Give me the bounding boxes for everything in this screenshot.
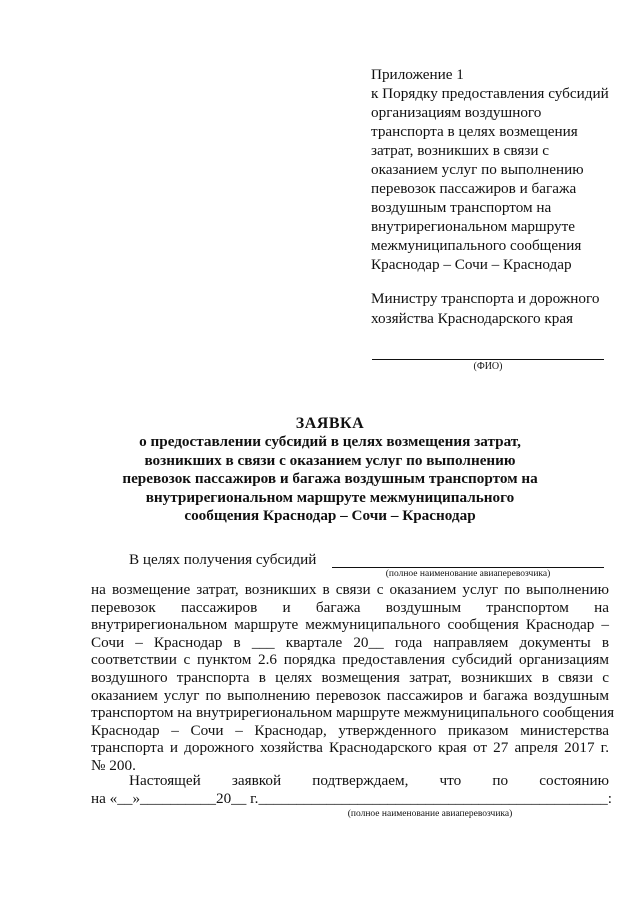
body-line: № 200. — [91, 756, 136, 774]
appendix-header — [371, 65, 633, 274]
confirm-word: заявкой — [231, 772, 282, 789]
title-line: о предоставлении субсидий в целях возмещения затрат, — [139, 433, 521, 451]
title-main: ЗАЯВКА — [295, 415, 365, 432]
body-line: перевозок пассажиров и багажа воздушным транспортом на — [91, 598, 609, 616]
confirm-word: Настоящей — [129, 772, 201, 789]
confirmation-carrier-caption: (полное наименование авиаперевозчика) — [347, 809, 513, 819]
appendix-line: к Порядку предоставления субсидий — [371, 85, 609, 102]
confirmation-date-line: на «__»__________20__ г.______________________________________________: — [91, 789, 612, 807]
body-line: соответствии с пунктом 2.6 порядка предоставления субсидий организациям — [91, 651, 609, 669]
signature-caption: (ФИО) — [473, 361, 503, 372]
addressee-block — [371, 289, 633, 328]
title-line: возникших в связи с оказанием услуг по выполнению — [144, 451, 516, 469]
appendix-line: внутрирегиональном маршруте — [371, 218, 575, 235]
document-title — [100, 415, 560, 525]
appendix-line: перевозок пассажиров и багажа — [371, 180, 577, 197]
body-line: на возмещение затрат, возникших в связи с оказанием услуг по выполнению — [91, 581, 609, 598]
appendix-line: Краснодар – Сочи – Краснодар — [371, 256, 572, 273]
appendix-line: затрат, возникших в связи с — [371, 142, 550, 159]
title-line: внутрирегиональном маршруте межмуниципального — [145, 488, 515, 506]
appendix-line: межмуниципального сообщения — [371, 237, 582, 254]
appendix-line: организациям воздушного — [371, 104, 542, 121]
addressee-line: Министру транспорта и дорожного — [371, 290, 600, 307]
body-line: оказанием услуг по выполнению перевозок пассажиров и багажа воздушным — [91, 686, 609, 704]
title-line: сообщения Краснодар – Сочи – Краснодар — [184, 507, 476, 525]
confirm-word: что — [439, 772, 462, 789]
confirmation-first-line — [91, 772, 609, 790]
body-line: транспорта и дорожного хозяйства Краснодарского края от 27 апреля 2017 г. — [91, 739, 609, 757]
body-paragraph — [91, 581, 615, 775]
confirmation-paragraph — [91, 772, 612, 807]
appendix-line: оказанием услуг по выполнению — [371, 161, 584, 178]
appendix-line: Приложение 1 — [371, 66, 464, 83]
title-line: перевозок пассажиров и багажа воздушным транспортом на — [122, 470, 538, 488]
appendix-line: воздушным транспортом на — [371, 199, 552, 216]
body-line: Сочи – Краснодар в ___ квартале 20__ года направляем документы в — [91, 633, 609, 651]
carrier-name-caption: (полное наименование авиаперевозчика) — [385, 569, 551, 579]
body-line: воздушного транспорта в целях возмещения затрат, возникших в связи с — [91, 668, 609, 686]
body-line: транспортом на внутрирегиональном маршруте межмуниципального сообщения — [91, 704, 615, 722]
body-line: внутрирегиональном маршруте межмуниципального сообщения Краснодар – — [91, 616, 609, 634]
confirm-word: подтверждаем, — [312, 772, 409, 789]
body-line: Краснодар – Сочи – Краснодар, утвержденного приказом министерства — [91, 721, 609, 739]
addressee-line: хозяйства Краснодарского края — [371, 309, 574, 327]
carrier-name-underline — [332, 567, 604, 568]
signature-underline — [372, 359, 604, 360]
appendix-line: транспорта в целях возмещения — [371, 123, 578, 140]
confirm-word: состоянию — [539, 772, 609, 789]
confirm-word: по — [492, 772, 509, 789]
purpose-text: В целях получения субсидий — [129, 551, 317, 568]
